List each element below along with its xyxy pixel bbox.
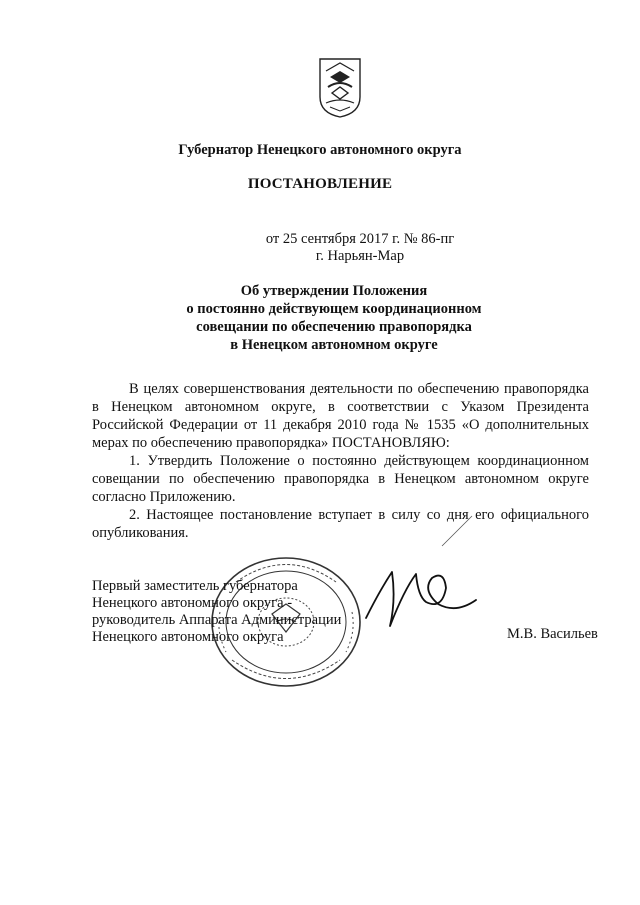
title-line: в Ненецком автономном округе: [230, 337, 438, 353]
title-line: Об утверждении Положения: [240, 283, 428, 299]
decree-item-2: 2. Настоящее постановление вступает в силу со дня его официального опубликования.: [92, 507, 589, 541]
document-place: г. Нарьян-Мар: [315, 248, 405, 264]
coat-of-arms-emblem: [318, 57, 362, 119]
title-line: совещании по обеспечению правопорядка: [196, 319, 472, 335]
document-date-number: от 25 сентября 2017 г. № 86-пг: [265, 231, 455, 247]
document-type-heading: ПОСТАНОВЛЕНИЕ: [247, 176, 393, 192]
handwritten-signature: [360, 560, 480, 630]
position-line: Ненецкого автономного округа -: [92, 595, 293, 611]
position-line: руководитель Аппарата Администрации: [92, 612, 342, 628]
document-title: [14, 282, 640, 354]
decree-item-1: 1. Утвердить Положение о постоянно действующем координационном совещании по обеспечению правопорядка в Ненецком автономном округе согласно Приложению.: [92, 453, 589, 505]
preamble-paragraph: В целях совершенствования деятельности по обеспечению правопорядка в Ненецком автономном округе, в соответствии с Указом Президента Российской Федерации от 11 декабря 2010 года № 1535 «О дополнительных мерах по обеспечению правопорядка» ПОСТАНОВЛЯЮ:: [92, 381, 589, 451]
pen-mark: [438, 510, 478, 550]
position-line: Первый заместитель губернатора: [92, 578, 298, 594]
position-line: Ненецкого автономного округа: [92, 629, 284, 645]
signatory-position: [92, 578, 341, 646]
title-line: о постоянно действующем координационном: [186, 301, 482, 317]
document-body: [92, 380, 589, 542]
signer-name: М.В. Васильев: [507, 626, 598, 642]
governor-heading: Губернатор Ненецкого автономного округа: [178, 142, 462, 158]
